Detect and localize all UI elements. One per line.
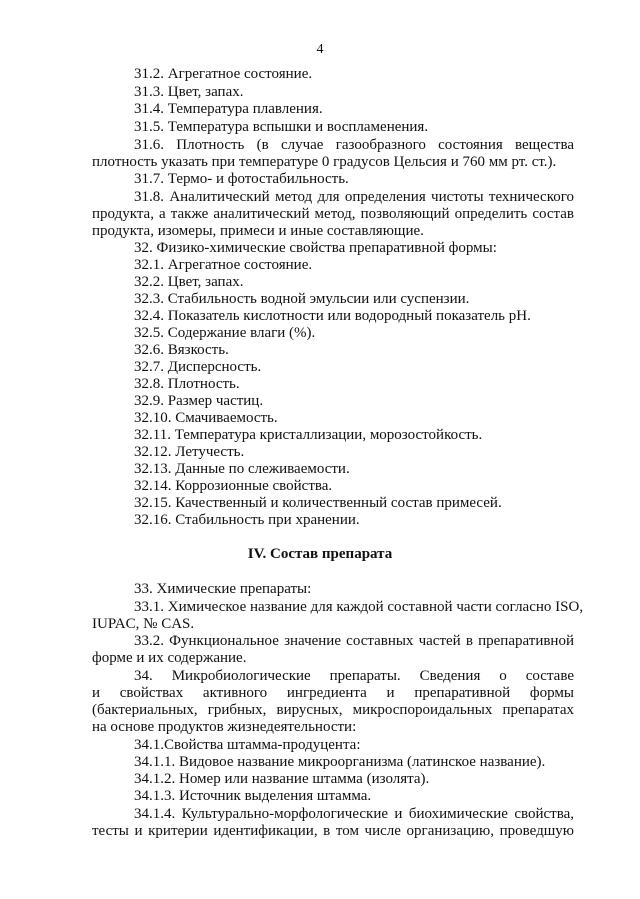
- section-heading: IV. Состав препарата: [247, 546, 393, 562]
- text-line: 31.7. Термо- и фотостабильность.: [134, 171, 349, 187]
- text-line: 32.10. Смачиваемость.: [134, 410, 278, 426]
- text-line: продукта, а также аналитический метод, позволяющий определить состав: [92, 206, 574, 222]
- text-line: 32.1. Агрегатное состояние.: [134, 257, 313, 273]
- text-line: 32.12. Летучесть.: [134, 444, 245, 460]
- text-line: 34.1.4. Культурально-морфологические и биохимические свойства,: [134, 806, 574, 822]
- text-line: 31.2. Агрегатное состояние.: [134, 66, 313, 82]
- text-line: 32.13. Данные по слеживаемости.: [134, 461, 350, 477]
- text-line: (бактериальных, грибных, вирусных, микроспороидальных препаратах: [92, 702, 574, 718]
- text-line: 32.14. Коррозионные свойства.: [134, 478, 333, 494]
- text-line: 33. Химические препараты:: [134, 581, 312, 597]
- text-line: 31.3. Цвет, запах.: [134, 84, 244, 100]
- text-line: 34. Микробиологические препараты. Сведения о составе: [134, 668, 574, 684]
- text-line: продукта, изомеры, примеси и иные составляющие.: [92, 223, 424, 239]
- text-line: 32.6. Вязкость.: [134, 342, 229, 358]
- text-line: 32.3. Стабильность водной эмульсии или суспензии.: [134, 291, 470, 307]
- text-line: 32. Физико-химические свойства препаративной формы:: [134, 240, 497, 256]
- text-line: 31.8. Аналитический метод для определения чистоты технического: [134, 189, 574, 205]
- text-line: плотность указать при температуре 0 градусов Цельсия и 760 мм рт. ст.).: [92, 154, 557, 170]
- text-line: форме и их содержание.: [92, 650, 247, 666]
- text-line: 32.15. Качественный и количественный состав примесей.: [134, 495, 502, 511]
- text-line: 32.16. Стабильность при хранении.: [134, 512, 360, 528]
- text-line: 32.11. Температура кристаллизации, морозостойкость.: [134, 427, 483, 443]
- text-line: 31.5. Температура вспышки и воспламенения.: [134, 119, 429, 135]
- text-line: 32.2. Цвет, запах.: [134, 274, 244, 290]
- text-line: 32.8. Плотность.: [134, 376, 240, 392]
- text-line: и свойствах активного ингредиента и препаративной формы: [92, 685, 574, 701]
- text-line: 33.1. Химическое название для каждой составной части согласно ISO,: [134, 599, 584, 615]
- text-line: 32.9. Размер частиц.: [134, 393, 264, 409]
- text-line: 34.1.3. Источник выделения штамма.: [134, 788, 372, 804]
- text-line: IUPAC, № CAS.: [92, 616, 195, 632]
- page-number: 4: [316, 42, 324, 57]
- text-line: 34.1.2. Номер или название штамма (изолята).: [134, 771, 430, 787]
- text-line: на основе продуктов жизнедеятельности:: [92, 719, 357, 735]
- text-line: 34.1.1. Видовое название микроорганизма (латинское название).: [134, 754, 546, 770]
- text-line: 33.2. Функциональное значение составных частей в препаративной: [134, 633, 574, 649]
- text-line: 31.4. Температура плавления.: [134, 101, 323, 117]
- text-line: 32.5. Содержание влаги (%).: [134, 325, 316, 341]
- text-line: 34.1.Свойства штамма-продуцента:: [134, 737, 361, 753]
- text-line: 32.4. Показатель кислотности или водородный показатель pH.: [134, 308, 531, 324]
- text-line: тесты и критерии идентификации, в том числе организацию, проведшую: [92, 823, 574, 839]
- text-line: 32.7. Дисперсность.: [134, 359, 262, 375]
- text-line: 31.6. Плотность (в случае газообразного состояния вещества: [134, 137, 574, 153]
